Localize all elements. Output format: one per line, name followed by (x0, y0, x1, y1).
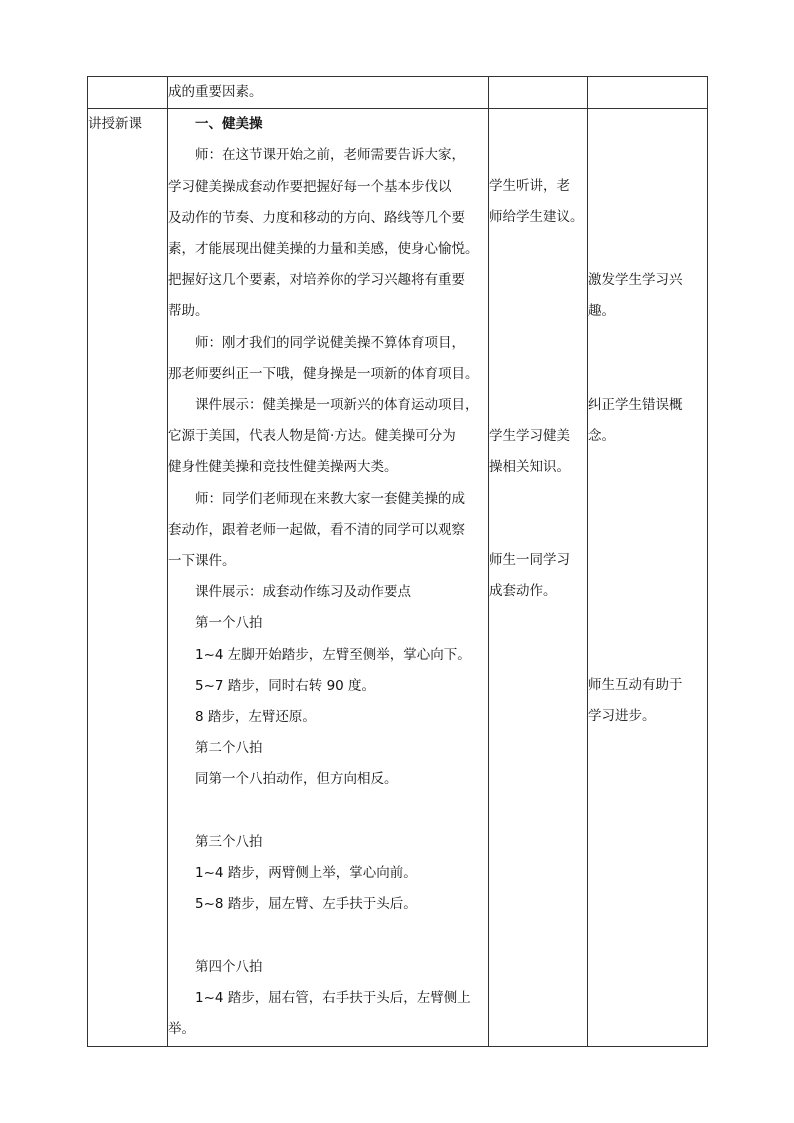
text-line: 第四个八拍 (195, 958, 263, 975)
section-label: 讲授新课 (88, 116, 142, 133)
blank-line (168, 920, 488, 951)
text-line: 第二个八拍 (195, 740, 263, 757)
text-line: 一下课件。 (168, 553, 236, 570)
student-activity-cell (489, 109, 588, 1047)
table-cell (489, 77, 588, 109)
text-line: 师生一同学习 (489, 552, 570, 569)
design-intent-cell (588, 109, 708, 1047)
text-line: 学习进步。 (588, 708, 656, 725)
text-line: 帮助。 (168, 303, 209, 320)
text-line: 1~4 左脚开始踏步，左臂至侧举，掌心向下。 (195, 646, 471, 663)
text-line: 成的重要因素。 (168, 84, 263, 100)
text-line: 课件展示：健美操是一项新兴的体育运动项目， (195, 397, 479, 414)
text-line: 1~4 踏步，屈右管，右手扶于头后，左臂侧上 (195, 989, 471, 1006)
table-row (88, 109, 708, 1047)
text-line: 学生听讲，老 (489, 178, 570, 195)
text-line: 那老师要纠正一下哦，健身操是一项新的体育项目。 (168, 365, 479, 382)
table-row (88, 77, 708, 109)
text-line: 师生互动有助于 (588, 677, 683, 694)
text-line: 师：刚才我们的同学说健美操不算体育项目， (195, 334, 465, 351)
text-line: 第三个八拍 (195, 833, 263, 850)
text-line: 学习健美操成套动作要把握好每一个基本步伐以 (168, 178, 452, 195)
table-cell (168, 77, 489, 109)
text-line: 师：在这节课开始之前，老师需要告诉大家， (195, 147, 465, 164)
table-cell (88, 77, 168, 109)
text-line: 它源于美国，代表人物是简·方达。健美操可分为 (168, 428, 456, 445)
text-line: 学生学习健美 (489, 427, 570, 444)
text-line: 素，才能展现出健美操的力量和美感，使身心愉悦。 (168, 241, 479, 258)
text-line: 激发学生学习兴 (588, 272, 683, 289)
text-line: 纠正学生错误概 (588, 396, 683, 413)
blank-line (168, 796, 488, 827)
text-line: 成套动作。 (489, 583, 557, 600)
text-line: 趣。 (588, 303, 615, 320)
text-line: 5~8 踏步，屈左臂、左手扶于头后。 (195, 896, 417, 913)
text-line: 8 踏步，左臂还原。 (195, 709, 316, 726)
table-cell (588, 77, 708, 109)
text-line: 健身性健美操和竞技性健美操两大类。 (168, 459, 398, 476)
text-line: 念。 (588, 427, 615, 444)
text-line: 及动作的节奏、力度和移动的方向、路线等几个要 (168, 209, 465, 226)
text-line: 把握好这几个要素，对培养你的学习兴趣将有重要 (168, 272, 465, 289)
lesson-plan-table (87, 76, 708, 1047)
text-line: 1~4 踏步，两臂侧上举，掌心向前。 (195, 865, 417, 882)
text-line: 师给学生建议。 (489, 209, 584, 226)
text-line: 师：同学们老师现在来教大家一套健美操的成 (195, 490, 465, 507)
text-line: 举。 (168, 1021, 195, 1038)
section-heading: 一、健美操 (195, 116, 263, 133)
text-line: 同第一个八拍动作，但方向相反。 (195, 771, 398, 788)
text-line: 操相关知识。 (489, 458, 570, 475)
section-label-cell (88, 109, 168, 1047)
teaching-content-cell (168, 109, 489, 1047)
text-line: 课件展示：成套动作练习及动作要点 (195, 584, 411, 601)
text-line: 5~7 踏步，同时右转 90 度。 (195, 677, 376, 694)
text-line: 第一个八拍 (195, 615, 263, 632)
text-line: 套动作，跟着老师一起做，看不清的同学可以观察 (168, 521, 465, 538)
